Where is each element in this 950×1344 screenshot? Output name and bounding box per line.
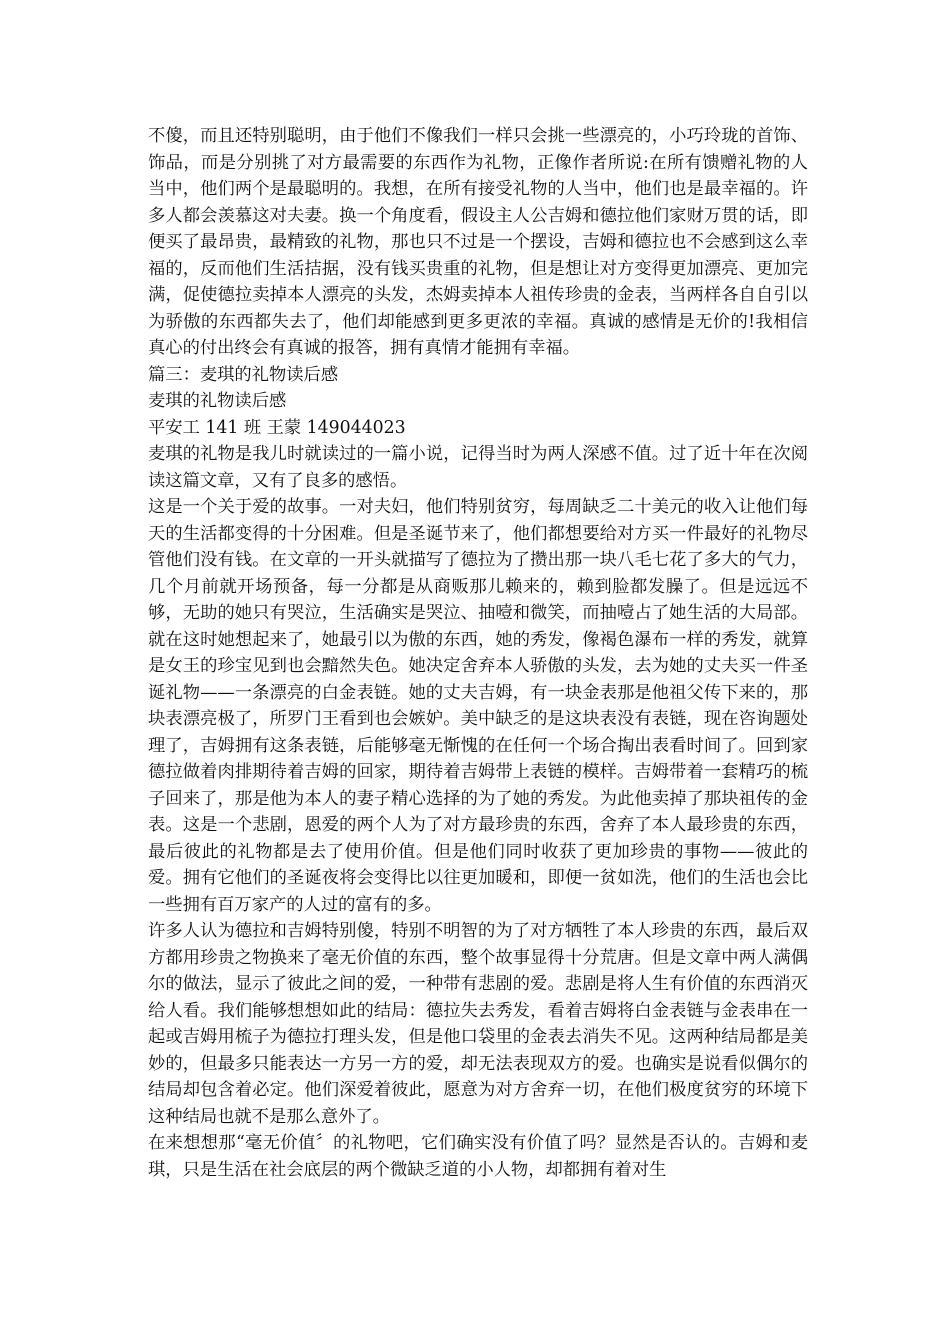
body-paragraph-3: 许多人认为德拉和吉姆特别傻，特别不明智的为了对方牺牲了本人珍贵的东西，最后双方都用珍贵之物换来了毫无价值的东西，整个故事显得十分荒唐。但是文章中两人满偶尔的做法，显示了彼此之间的爱，一种带有悲剧的爱。悲剧是将人生有价值的东西消灭给人看。我们能够想想如此的结局：德拉失去秀发，看着吉姆将白金表链与金表串在一起或吉姆用梳子为德拉打理头发，但是他口袋里的金表去消失不见。这两种结局都是美妙的，但最多只能表达一方另一方的爱，却无法表现双方的爱。也确实是说看似偶尔的结局却包含着必定。他们深爱着彼此，愿意为对方舍弃一切，在他们极度贫穷的环境下这种结局也就不是那么意外了。 [148, 921, 808, 1127]
document-body [148, 123, 808, 1183]
section-heading: 篇三：麦琪的礼物读后感 [148, 364, 339, 385]
body-paragraph-1: 麦琪的礼物是我儿时就读过的一篇小说，记得当时为两人深感不值。过了近十年在次阅读这篇文章，又有了良多的感悟。 [148, 444, 808, 491]
paragraph-continued: 不傻，而且还特别聪明，由于他们不像我们一样只会挑一些漂亮的，小巧玲珑的首饰、饰品，而是分别挑了对方最需要的东西作为礼物，正像作者所说:在所有馈赠礼物的人当中，他们两个是最聪明的。我想，在所有接受礼物的人当中，他们也是最幸福的。许多人都会羡慕这对夫妻。换一个角度看，假设主人公吉姆和德拉他们家财万贯的话，即便买了最昂贵，最精致的礼物，那也只不过是一个摆设，吉姆和德拉也不会感到这么幸福的，反而他们生活拮据，没有钱买贵重的礼物，但是想让对方变得更加漂亮、更加完满，促使德拉卖掉本人漂亮的头发，杰姆卖掉本人祖传珍贵的金表，当两样各自自引以为骄傲的东西都失去了，他们却能感到更多更浓的幸福。真诚的感情是无价的!我相信真心的付出终会有真诚的报答，拥有真情才能拥有幸福。 [148, 126, 808, 358]
body-paragraph-2: 这是一个关于爱的故事。一对夫妇，他们特别贫穷，每周缺乏二十美元的收入让他们每天的生活都变得的十分困难。但是圣诞节来了，他们都想要给对方买一件最好的礼物尽管他们没有钱。在文章的一开头就描写了德拉为了攒出那一块八毛七花了多大的气力，几个月前就开场预备，每一分都是从商贩那儿赖来的，赖到脸都发臊了。但是远远不够，无助的她只有哭泣，生活确实是哭泣、抽噎和微笑，而抽噎占了她生活的大局部。就在这时她想起来了，她最引以为傲的东西，她的秀发，像褐色瀑布一样的秀发，就算是女王的珍宝见到也会黯然失色。她决定舍弃本人骄傲的头发，去为她的丈夫买一件圣诞礼物——一条漂亮的白金表链。她的丈夫吉姆，有一块金表那是他祖父传下来的，那块表漂亮极了，所罗门王看到也会嫉妒。美中缺乏的是这块表没有表链，现在咨询题处理了，吉姆拥有这条表链，后能够毫无惭愧的在任何一个场合掏出表看时间了。回到家德拉做着肉排期待着吉姆的回家，期待着吉姆带上表链的模样。吉姆带着一套精巧的梳子回来了，那是他为本人的妻子精心选择的为了她的秀发。为此他卖掉了那块祖传的金表。这是一个悲剧，恩爱的两个人为了对方最珍贵的东西，舍弃了本人最珍贵的东西，最后彼此的礼物都是去了使用价值。但是他们同时收获了更加珍贵的事物——彼此的爱。拥有它他们的圣诞夜将会变得比以往更加暖和，即便一贫如洗，他们的生活也会比一些拥有百万家产的人过的富有的多。 [148, 497, 808, 915]
essay-title: 麦琪的礼物读后感 [148, 391, 287, 411]
author-line: 平安工 141 班 王蒙 149044023 [148, 417, 406, 438]
body-paragraph-4: 在来想想那“毫无价值〞的礼物吧，它们确实没有价值了吗？显然是否认的。吉姆和麦琪，只是生活在社会底层的两个微缺乏道的小人物，却都拥有着对生 [148, 1133, 808, 1180]
